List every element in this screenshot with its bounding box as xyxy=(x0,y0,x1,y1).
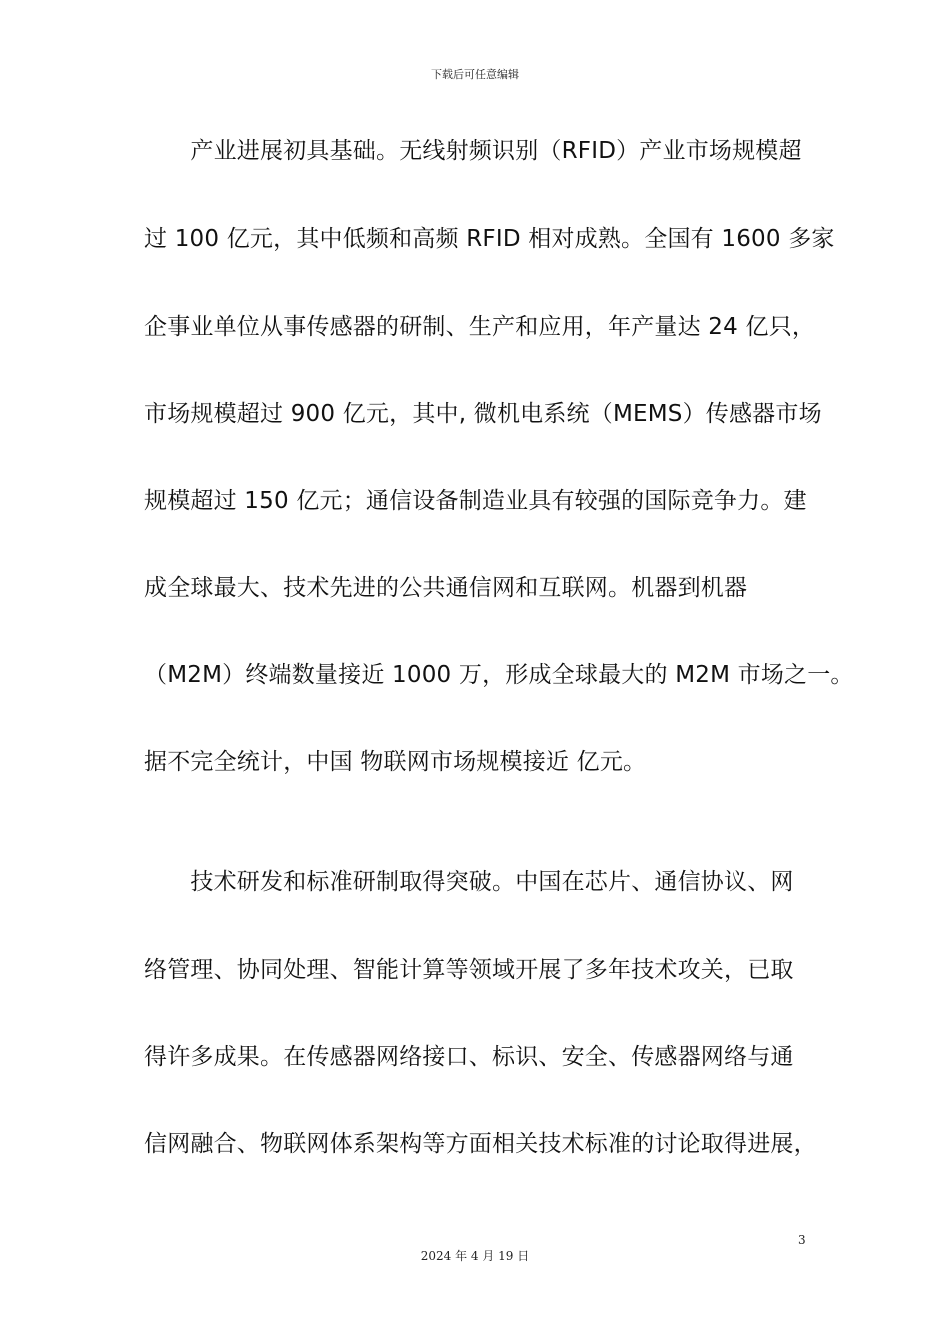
text-line: 成全球最大、技术先进的公共通信网和互联网。机器到机器 xyxy=(144,575,748,601)
text-line: 信网融合、物联网体系架构等方面相关技术标准的讨论取得进展， xyxy=(144,1131,817,1157)
text-line: （M2M）终端数量接近 1000 万，形成全球最大的 M2M 市场之一。 xyxy=(144,662,854,688)
text-line: 市场规模超过 900 亿元，其中, 微机电系统（MEMS）传感器市场 xyxy=(144,401,822,427)
footer-date: 2024 年 4 月 19 日 xyxy=(420,1249,530,1263)
page-number: 3 xyxy=(798,1233,806,1247)
text-line: 络管理、协同处理、智能计算等领域开展了多年技术攻关，已取 xyxy=(144,957,794,983)
text-line: 产业进展初具基础。无线射频识别（RFID）产业市场规模超 xyxy=(144,138,802,164)
text-line: 得许多成果。在传感器网络接口、标识、安全、传感器网络与通 xyxy=(144,1044,794,1070)
text-line: 据不完全统计，中国 物联网市场规模接近 亿元。 xyxy=(144,749,647,775)
text-line: 过 100 亿元，其中低频和高频 RFID 相对成熟。全国有 1600 多家 xyxy=(144,226,835,252)
text-line: 规模超过 150 亿元；通信设备制造业具有较强的国际竞争力。建 xyxy=(144,488,807,514)
header-note: 下载后可任意编辑 xyxy=(431,68,519,81)
text-line: 技术研发和标准研制取得突破。中国在芯片、通信协议、网 xyxy=(144,869,794,895)
text-line: 企事业单位从事传感器的研制、生产和应用，年产量达 24 亿只， xyxy=(144,314,816,340)
